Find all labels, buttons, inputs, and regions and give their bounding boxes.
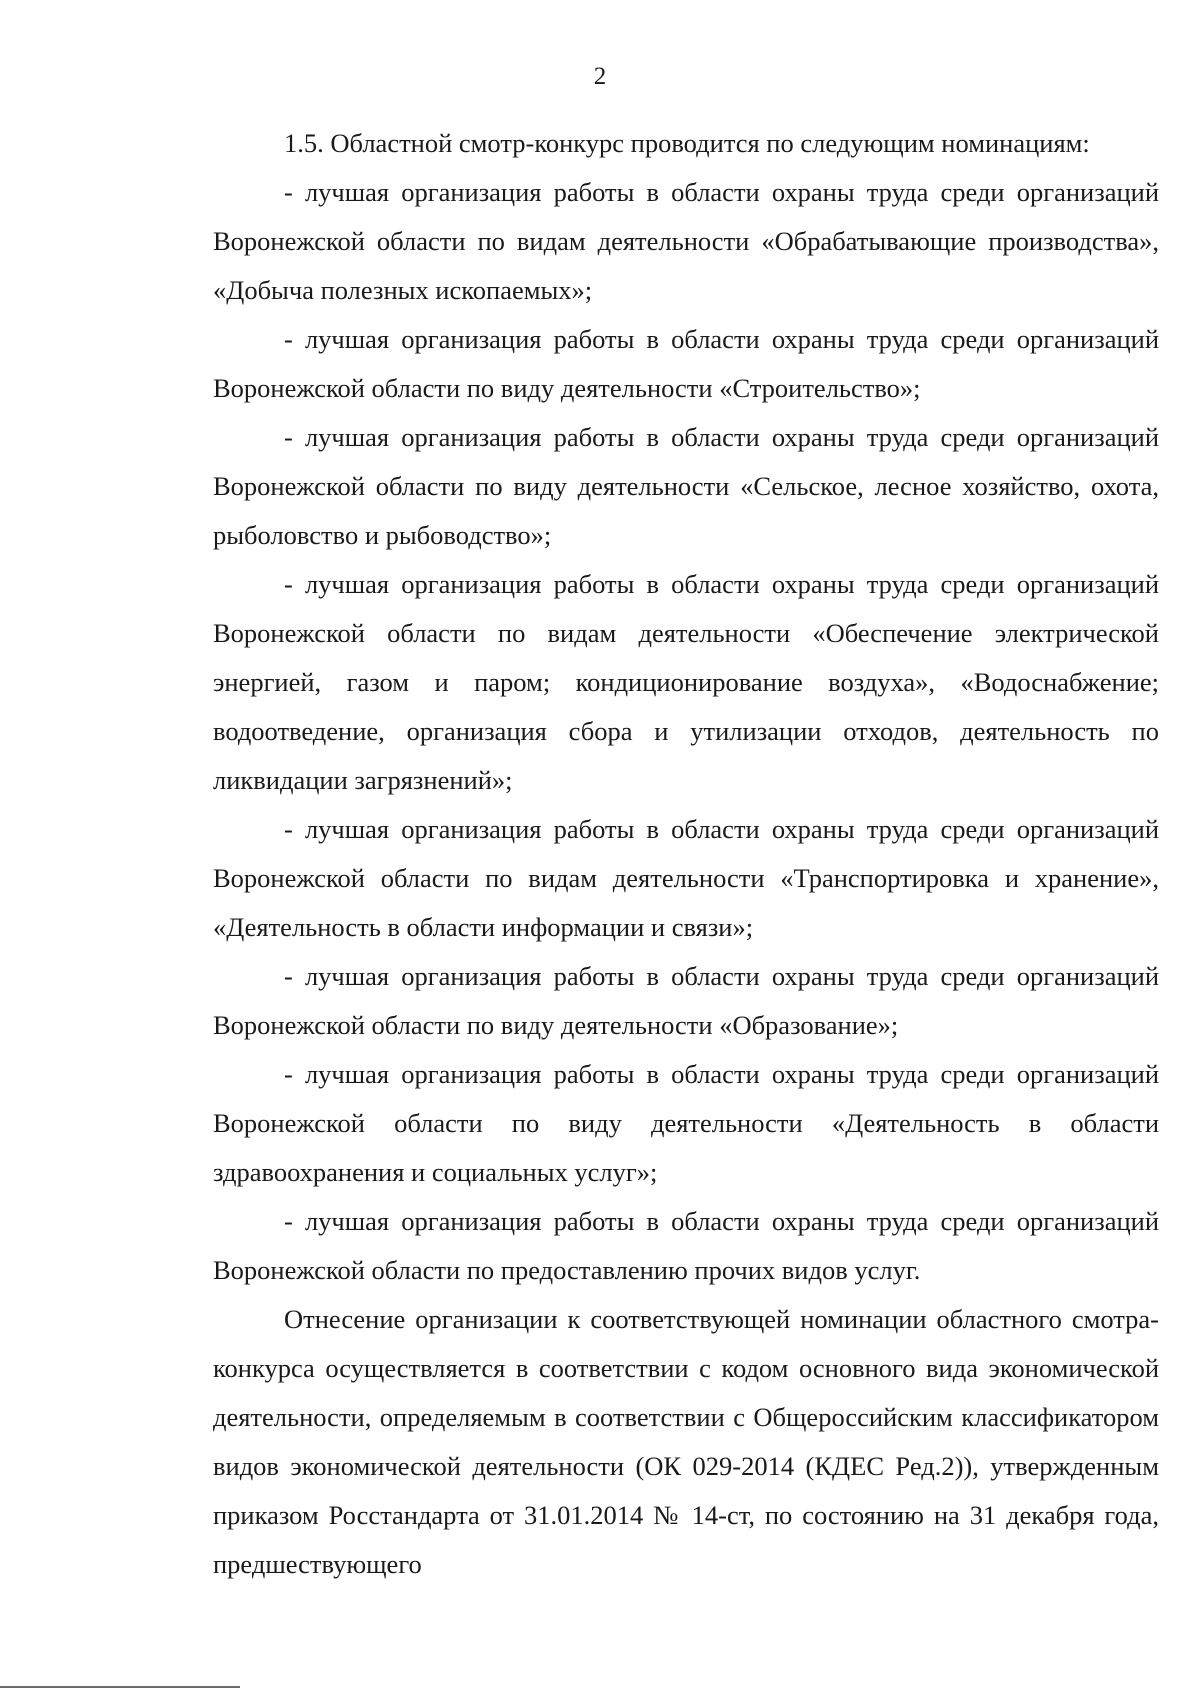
classification-paragraph: Отнесение организации к соответствующей номинации областного смотра-конкурса осуществляется в соответствии с кодом основного вида экономической деятельности, определяемым в соответствии с Общероссийским классификатором видов экономической деятельности (ОК 029-2014 (КДЕС Ред.2)), утвержденным приказом Росстандарта от 31.01.2014 № 14-ст, по состоянию на 31 декабря года, предшествующего: [213, 1304, 1159, 1579]
nomination-item-manufacturing: - лучшая организация работы в области охраны труда среди организаций Воронежской области по видам деятельности «Обрабатывающие производства», «Добыча полезных ископаемых»;: [213, 177, 1159, 305]
nomination-item-transport-it: - лучшая организация работы в области охраны труда среди организаций Воронежской области по видам деятельности «Транспортировка и хранение», «Деятельность в области информации и связи»;: [213, 814, 1159, 942]
nomination-item-other-services: - лучшая организация работы в области охраны труда среди организаций Воронежской области по предоставлению прочих видов услуг.: [213, 1206, 1159, 1285]
nomination-item-energy-water: - лучшая организация работы в области охраны труда среди организаций Воронежской области по видам деятельности «Обеспечение электрической энергией, газом и паром; кондиционирование воздуха», «Водоснабжение; водоотведение, организация сбора и утилизации отходов, деятельность по ликвидации загрязнений»;: [213, 569, 1159, 795]
document-body: [213, 119, 1159, 1589]
nomination-item-agriculture: - лучшая организация работы в области охраны труда среди организаций Воронежской области по виду деятельности «Сельское, лесное хозяйство, охота, рыболовство и рыбоводство»;: [213, 422, 1159, 550]
bottom-edge-rule: [0, 1686, 240, 1688]
section-heading-1-5: 1.5. Областной смотр-конкурс проводится по следующим номинациям:: [284, 128, 1090, 158]
nomination-item-education: - лучшая организация работы в области охраны труда среди организаций Воронежской области по виду деятельности «Образование»;: [213, 961, 1159, 1040]
nomination-item-healthcare: - лучшая организация работы в области охраны труда среди организаций Воронежской области по виду деятельности «Деятельность в области здравоохранения и социальных услуг»;: [213, 1059, 1159, 1187]
page-number: 2: [593, 63, 607, 90]
nomination-item-construction: - лучшая организация работы в области охраны труда среди организаций Воронежской области по виду деятельности «Строительство»;: [213, 324, 1159, 403]
